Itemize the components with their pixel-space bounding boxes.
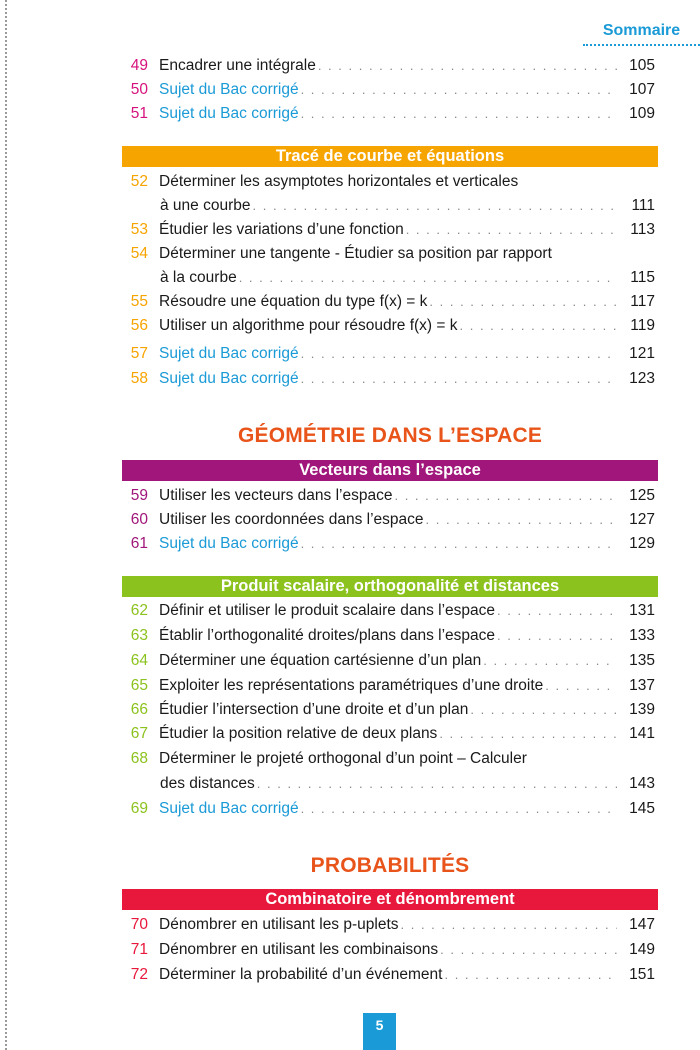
entry-page: 111 — [631, 197, 655, 214]
entry-page: 107 — [629, 81, 655, 98]
entry-title: Utiliser les vecteurs dans l’espace — [159, 487, 393, 504]
dot-leader — [440, 938, 617, 962]
dot-leader — [301, 102, 617, 126]
toc-entry-69[interactable] — [122, 797, 655, 821]
dot-leader — [253, 194, 618, 218]
entry-title-continuation: des distances — [160, 775, 255, 792]
toc-entry-68[interactable] — [122, 747, 655, 771]
entry-number: 54 — [130, 245, 148, 262]
entry-title: Déterminer le projeté orthogonal d’un point – Calculer — [159, 750, 527, 767]
dot-leader — [301, 797, 617, 821]
entry-page: 131 — [629, 602, 655, 619]
entry-title: Sujet du Bac corrigé — [159, 81, 299, 98]
dot-leader — [301, 78, 617, 102]
entry-title: Sujet du Bac corrigé — [159, 105, 299, 122]
entry-title: Résoudre une équation du type f(x) = k — [159, 293, 428, 310]
entry-number: 70 — [130, 916, 148, 933]
dot-leader — [301, 532, 617, 556]
toc-entry-61[interactable] — [122, 532, 655, 556]
sommaire-header: Sommaire — [602, 22, 681, 39]
entry-number: 56 — [130, 317, 148, 334]
entry-title: Encadrer une intégrale — [159, 57, 316, 74]
entry-title: Étudier la position relative de deux plans — [159, 725, 438, 742]
toc-entry-65[interactable] — [122, 674, 655, 698]
entry-page: 135 — [629, 652, 655, 669]
toc-entry-56[interactable] — [122, 314, 655, 338]
entry-number: 49 — [130, 57, 148, 74]
dot-leader — [406, 218, 617, 242]
entry-page: 129 — [629, 535, 655, 552]
entry-number: 57 — [130, 345, 148, 362]
toc-entry-51[interactable] — [122, 102, 655, 126]
entry-number: 63 — [130, 627, 148, 644]
toc-entry-62[interactable] — [122, 599, 655, 623]
dot-leader — [301, 342, 617, 366]
entry-number: 68 — [130, 750, 148, 767]
entry-page: 139 — [629, 701, 655, 718]
toc-entry-57[interactable] — [122, 342, 655, 366]
entry-number: 67 — [130, 725, 148, 742]
entry-page: 137 — [629, 677, 655, 694]
dot-leader — [483, 649, 617, 673]
section-band-combinatoire: Combinatoire et dénombrement — [122, 889, 658, 910]
entry-page: 133 — [629, 627, 655, 644]
entry-title: Déterminer la probabilité d’un événement — [159, 966, 443, 983]
entry-page: 151 — [629, 966, 655, 983]
entry-page: 141 — [629, 725, 655, 742]
entry-page: 145 — [629, 800, 655, 817]
entry-page: 149 — [629, 941, 655, 958]
entry-title: Étudier les variations d’une fonction — [159, 221, 404, 238]
entry-number: 69 — [130, 800, 148, 817]
entry-title: Sujet du Bac corrigé — [159, 800, 299, 817]
section-band-produit-scalaire: Produit scalaire, orthogonalité et distances — [122, 576, 658, 597]
entry-number: 71 — [130, 941, 148, 958]
section-band-trace-de-courbe: Tracé de courbe et équations — [122, 146, 658, 167]
entry-title: Définir et utiliser le produit scalaire dans l’espace — [159, 602, 495, 619]
entry-page: 113 — [630, 221, 655, 238]
entry-number: 62 — [130, 602, 148, 619]
entry-number: 59 — [130, 487, 148, 504]
entry-page: 115 — [630, 269, 655, 286]
entry-number: 72 — [130, 966, 148, 983]
entry-title: Exploiter les représentations paramétriques d’une droite — [159, 677, 544, 694]
dot-leader — [439, 722, 617, 746]
dot-leader — [318, 54, 617, 78]
dot-leader — [401, 913, 617, 937]
entry-number: 61 — [130, 535, 148, 552]
entry-number: 66 — [130, 701, 148, 718]
entry-page: 147 — [629, 916, 655, 933]
toc-entry-54-cont[interactable] — [122, 266, 655, 290]
entry-title: Sujet du Bac corrigé — [159, 535, 299, 552]
toc-entry-63[interactable] — [122, 624, 655, 648]
entry-page: 121 — [629, 345, 655, 362]
entry-title-continuation: à la courbe — [160, 269, 237, 286]
toc-entry-67[interactable] — [122, 722, 655, 746]
toc-entry-54[interactable] — [122, 242, 655, 266]
entry-page: 125 — [629, 487, 655, 504]
entry-title: Sujet du Bac corrigé — [159, 345, 299, 362]
dot-leader — [239, 266, 617, 290]
entry-title: Étudier l’intersection d’une droite et d’un plan — [159, 701, 469, 718]
toc-entry-68-cont[interactable] — [122, 772, 655, 796]
dot-leader — [497, 624, 617, 648]
toc-entry-66[interactable] — [122, 698, 655, 722]
entry-page: 119 — [630, 317, 655, 334]
entry-page: 143 — [629, 775, 655, 792]
entry-title: Utiliser les coordonnées dans l’espace — [159, 511, 424, 528]
entry-number: 60 — [130, 511, 148, 528]
dot-leader — [426, 508, 617, 532]
toc-entry-72[interactable] — [122, 963, 655, 987]
entry-page: 105 — [629, 57, 655, 74]
entry-title: Dénombrer en utilisant les p-uplets — [159, 916, 399, 933]
entry-page: 109 — [629, 105, 655, 122]
entry-title: Déterminer une tangente - Étudier sa position par rapport — [159, 245, 552, 262]
toc-entry-70[interactable] — [122, 913, 655, 937]
toc-entry-64[interactable] — [122, 649, 655, 673]
toc-entry-52-cont[interactable] — [122, 194, 655, 218]
toc-entry-71[interactable] — [122, 938, 655, 962]
entry-number: 52 — [130, 173, 148, 190]
dot-leader — [460, 314, 618, 338]
page-number-badge: 5 — [363, 1013, 396, 1050]
entry-number: 58 — [130, 370, 148, 387]
sommaire-underline — [583, 44, 700, 46]
toc-entry-60[interactable] — [122, 508, 655, 532]
entry-number: 55 — [130, 293, 148, 310]
entry-title: Dénombrer en utilisant les combinaisons — [159, 941, 439, 958]
dot-leader — [444, 963, 617, 987]
dot-leader — [257, 772, 617, 796]
entry-page: 123 — [629, 370, 655, 387]
entry-number: 65 — [130, 677, 148, 694]
toc-entry-55[interactable] — [122, 290, 655, 314]
entry-number: 51 — [130, 105, 148, 122]
section-band-vecteurs: Vecteurs dans l’espace — [122, 460, 658, 481]
dot-leader — [429, 290, 617, 314]
entry-number: 50 — [130, 81, 148, 98]
dot-leader — [545, 674, 617, 698]
toc-entry-50[interactable] — [122, 78, 655, 102]
dot-leader — [301, 367, 617, 391]
entry-title-continuation: à une courbe — [160, 197, 251, 214]
entry-number: 53 — [130, 221, 148, 238]
part-title-probabilites: PROBABILITÉS — [310, 854, 470, 877]
toc-entry-52[interactable] — [122, 170, 655, 194]
dot-leader — [394, 484, 617, 508]
entry-title: Déterminer les asymptotes horizontales et verticales — [159, 173, 519, 190]
entry-title: Déterminer une équation cartésienne d’un plan — [159, 652, 482, 669]
toc-entry-58[interactable] — [122, 367, 655, 391]
page-spine-dotted-border — [5, 0, 7, 1050]
entry-number: 64 — [130, 652, 148, 669]
part-title-geometrie: GÉOMÉTRIE DANS L’ESPACE — [237, 424, 543, 447]
entry-page: 117 — [630, 293, 655, 310]
entry-title: Utiliser un algorithme pour résoudre f(x) = k — [159, 317, 458, 334]
dot-leader — [470, 698, 617, 722]
toc-entry-53[interactable] — [122, 218, 655, 242]
entry-title: Sujet du Bac corrigé — [159, 370, 299, 387]
toc-entry-49[interactable] — [122, 54, 655, 78]
dot-leader — [497, 599, 617, 623]
toc-entry-59[interactable] — [122, 484, 655, 508]
entry-page: 127 — [629, 511, 655, 528]
entry-title: Établir l’orthogonalité droites/plans dans l’espace — [159, 627, 496, 644]
